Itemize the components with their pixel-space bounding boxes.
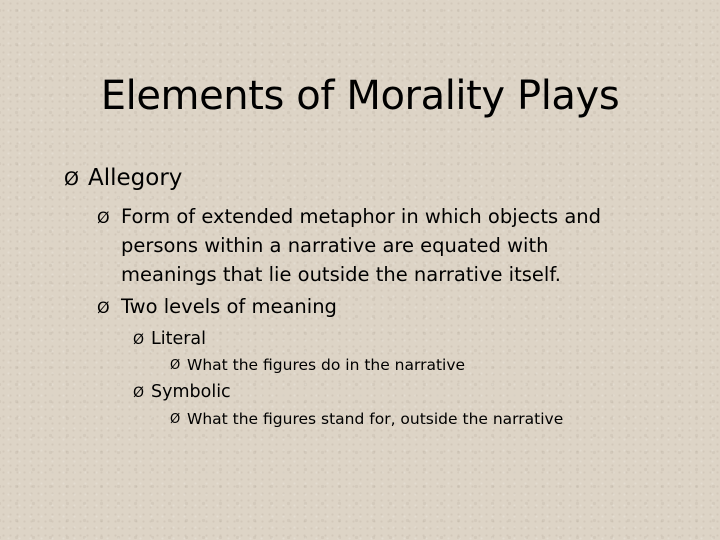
bullet-text-line-2: persons within a narrative are equated with [121, 234, 549, 257]
bullet-text: Allegory [88, 165, 183, 191]
bullet-text-line-3: meanings that lie outside the narrative itself. [121, 263, 561, 286]
bullet-text: Two levels of meaning [121, 295, 337, 318]
arrow-bullet-icon: Ø [133, 385, 145, 401]
slide-title: Elements of Morality Plays [100, 73, 620, 119]
bullet-item-two-levels [97, 292, 337, 321]
bullet-item-symbolic-detail [170, 408, 563, 430]
bullet-text: Symbolic [151, 382, 231, 402]
bullet-item-allegory [64, 163, 182, 193]
bullet-item-literal [133, 327, 206, 351]
bullet-text-line-1: Form of extended metaphor in which objects and [121, 205, 602, 228]
arrow-bullet-icon: Ø [64, 168, 79, 190]
bullet-item-literal-detail [170, 354, 465, 376]
bullet-text: What the figures do in the narrative [187, 356, 466, 374]
arrow-bullet-icon: Ø [97, 208, 110, 227]
arrow-bullet-icon: Ø [133, 332, 145, 348]
arrow-bullet-icon: Ø [170, 412, 181, 427]
bullet-item-symbolic [133, 380, 231, 404]
arrow-bullet-icon: Ø [170, 358, 181, 373]
bullet-text: What the figures stand for, outside the narrative [187, 410, 564, 428]
arrow-bullet-icon: Ø [97, 298, 110, 317]
bullet-text: Literal [151, 329, 207, 349]
bullet-item-form-definition [97, 202, 601, 289]
